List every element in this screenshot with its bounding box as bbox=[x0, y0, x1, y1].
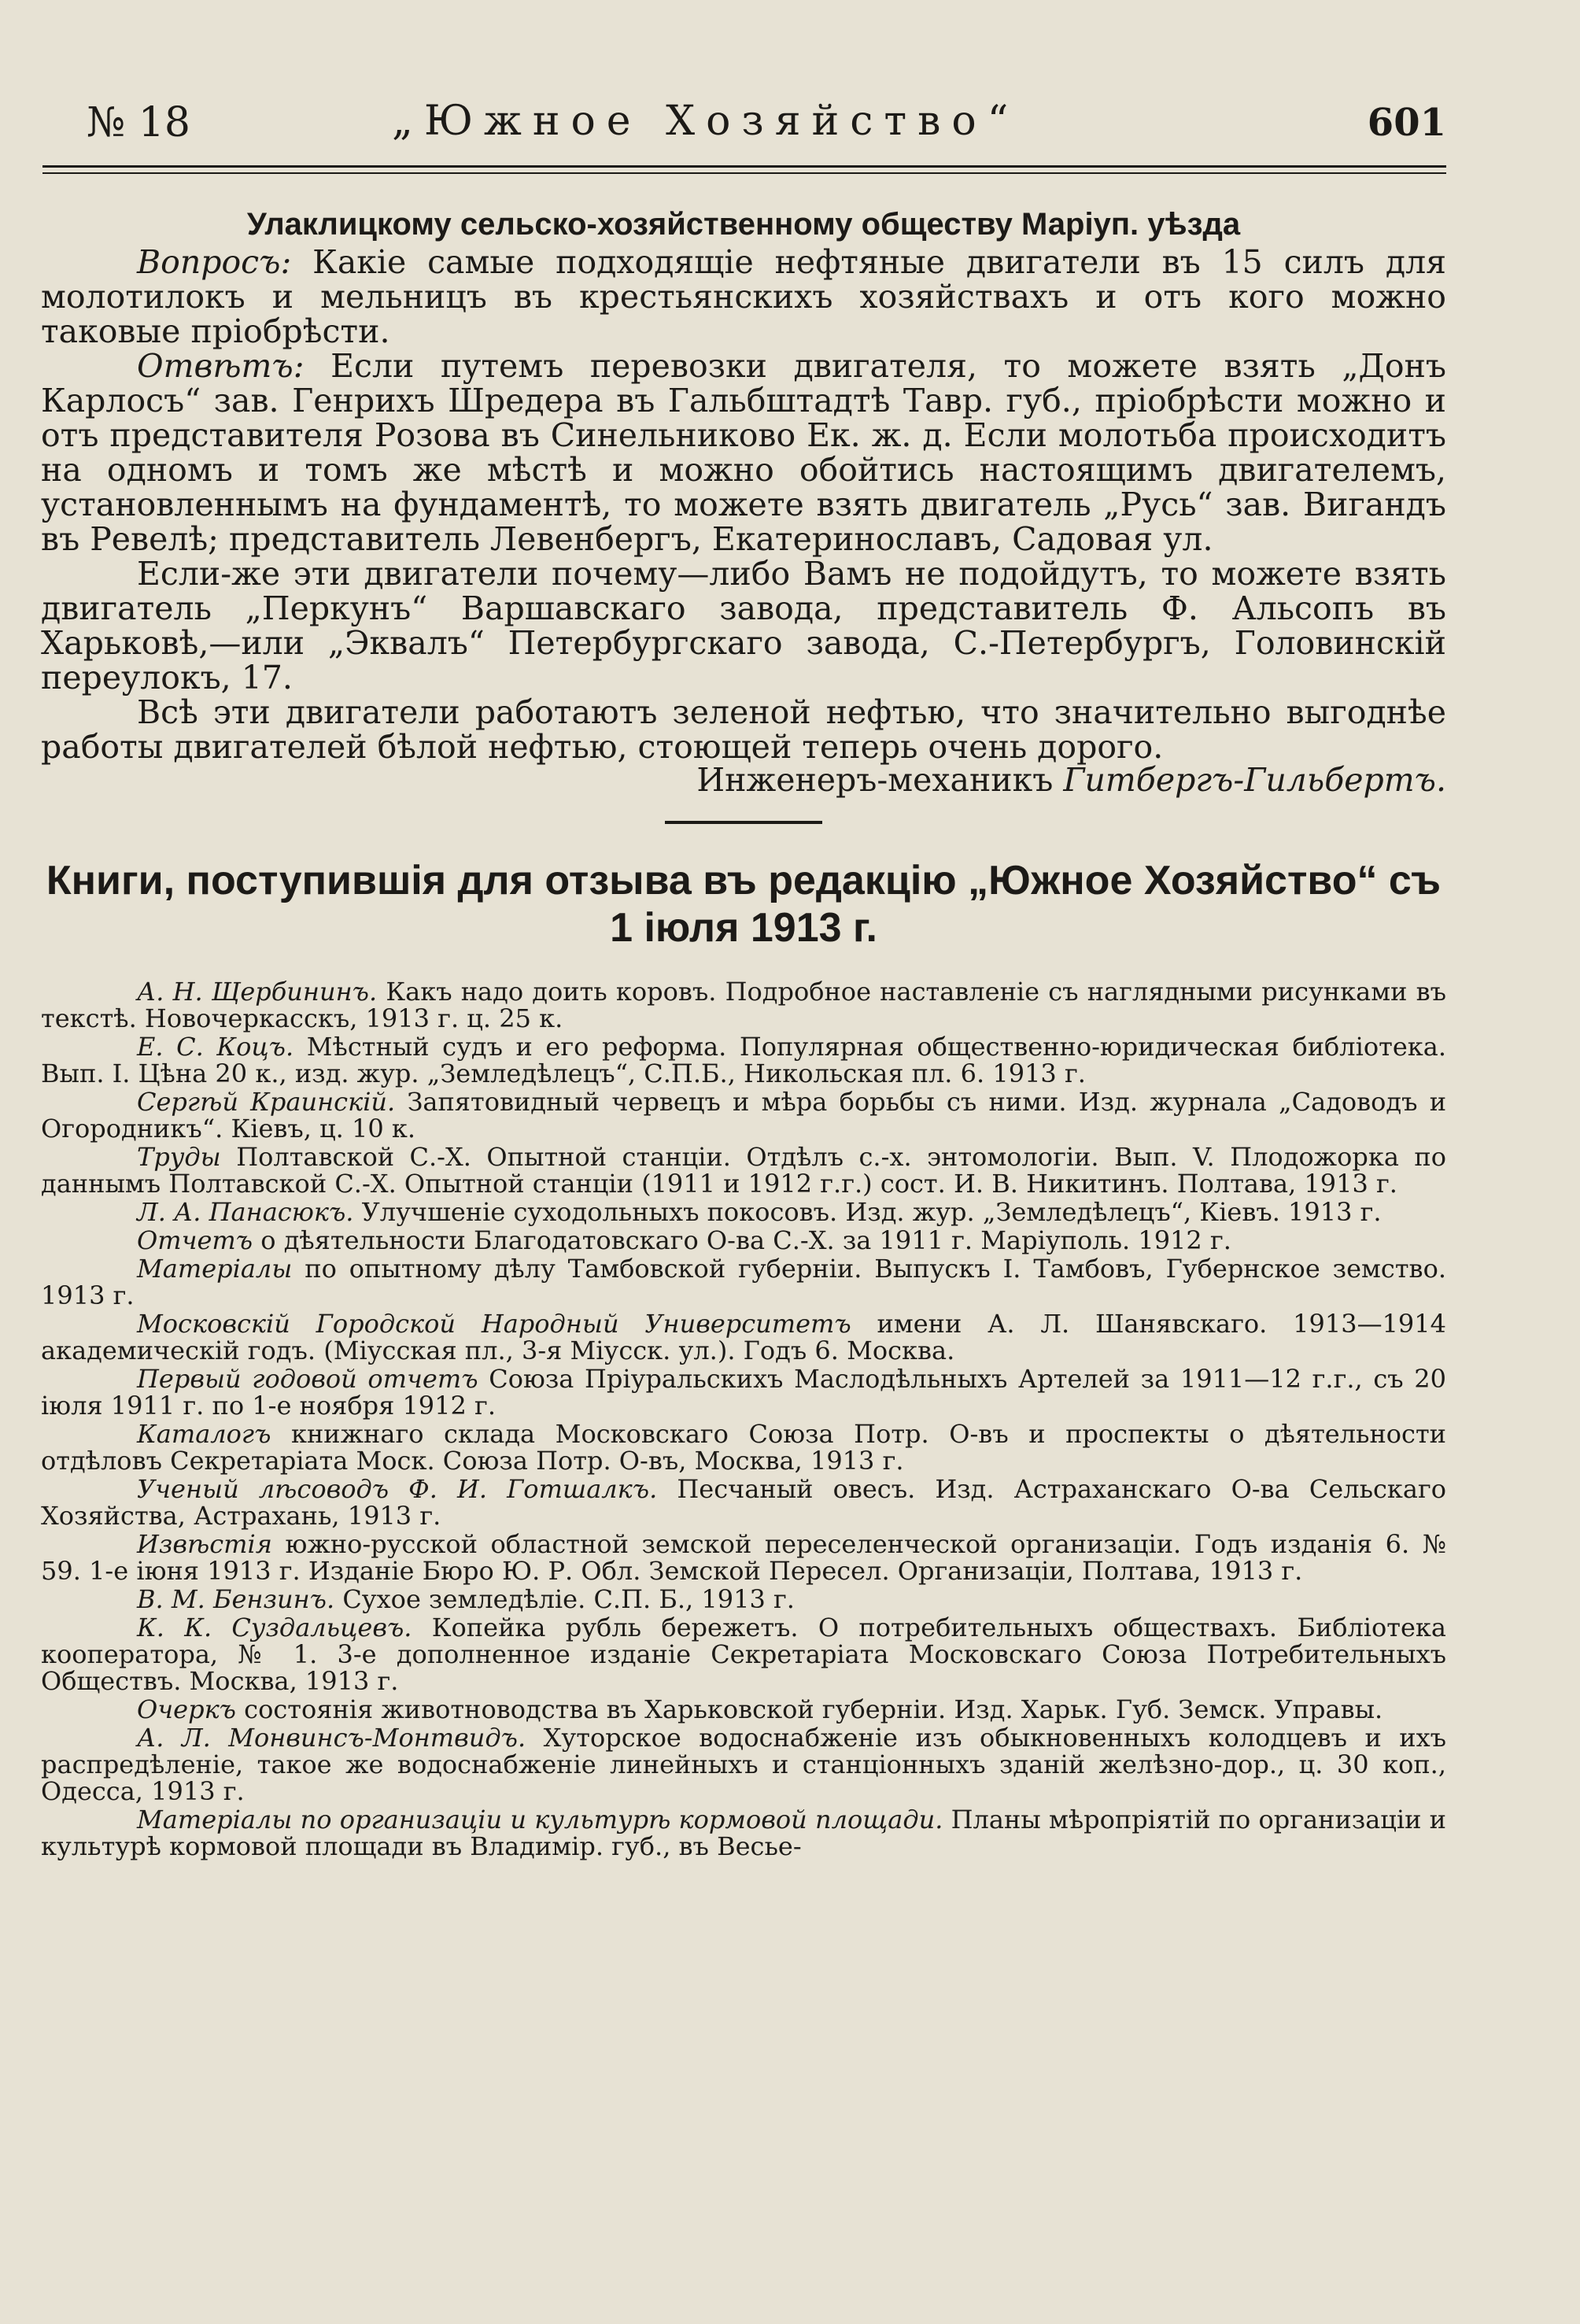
book-entry bbox=[41, 1365, 1446, 1419]
book-text: Песчаный овесъ. Изд. Астраханскаго О-ва Сельскаго Хозяйства, Астрахань, 1913 г. bbox=[41, 1474, 1447, 1531]
signature bbox=[41, 763, 1446, 797]
signature-name: Гитбергъ-Гильбертъ. bbox=[1063, 761, 1446, 799]
book-entry bbox=[41, 1806, 1446, 1860]
book-author: Отчетъ bbox=[137, 1225, 253, 1255]
book-author: Первый годовой отчетъ bbox=[137, 1364, 478, 1394]
book-entry bbox=[41, 1255, 1446, 1309]
book-author: Очеркъ bbox=[137, 1694, 236, 1724]
book-author: Московскій Городской Народный Университетъ bbox=[137, 1309, 851, 1339]
book-author: Ученый лѣсоводъ Ф. И. Готшалкъ. bbox=[137, 1474, 658, 1504]
book-text: Союза Пріуральскихъ Маслодѣльныхъ Артелей за 1911—12 г.г., съ 20 іюля 1911 г. по 1-е ноября 1912 г. bbox=[41, 1364, 1447, 1421]
book-text: о дѣятельности Благодатовскаго О-ва С.-Х. за 1911 г. Маріуполь. 1912 г. bbox=[260, 1225, 1231, 1255]
header-rule bbox=[42, 165, 1446, 168]
page-number: 601 bbox=[1367, 101, 1446, 145]
book-text: Сухое земледѣліе. С.П. Б., 1913 г. bbox=[342, 1584, 795, 1614]
book-author: Матеріалы по организаціи и культурѣ кормовой площади. bbox=[137, 1805, 943, 1834]
book-text: Запятовидный червецъ и мѣра борьбы съ ними. Изд. журнала „Садоводъ и Огородникъ“. Кіевъ, ц. 10 к. bbox=[41, 1087, 1447, 1144]
book-text: Хуторское водоснабженіе изъ обыкновенныхъ колодцевъ и ихъ распредѣленіе, такое же водоснабженіе линейныхъ и станціонныхъ зданій желѣзно-дор., ц. 30 коп., Одесса, 1913 г. bbox=[41, 1723, 1447, 1806]
page-header bbox=[41, 93, 1446, 159]
book-text: южно-русской областной земской переселенческой организаціи. Годъ изданія 6. № 59. 1-е іюня 1913 г. Изданіе Бюро Ю. Р. Обл. Земской Пересел. Организаціи, Полтава, 1913 г. bbox=[41, 1529, 1447, 1586]
book-author: Труды bbox=[137, 1142, 221, 1172]
book-author: Сергѣй Краинскій. bbox=[137, 1087, 396, 1117]
book-author: Л. А. Панасюкъ. bbox=[137, 1197, 354, 1227]
book-author: А. Н. Щербининъ. bbox=[137, 977, 378, 1007]
book-entry bbox=[41, 1476, 1446, 1529]
book-author: Матеріалы bbox=[137, 1254, 293, 1284]
section-divider bbox=[665, 821, 822, 824]
answer-paragraph-2: Если-же эти двигатели почему—либо Вамъ не подойдутъ, то можете взять двигатель „Перкунъ“ Варшавскаго завода, представитель Ф. Альсопъ въ Харьковѣ,—или „Эквалъ“ Петербургскаго завода, С.-Петербургъ, Головинскій переулокъ, 17. bbox=[41, 555, 1446, 696]
book-entry bbox=[41, 1088, 1446, 1142]
book-entry bbox=[41, 1421, 1446, 1474]
book-text: Планы мѣропріятій по организаціи и культурѣ кормовой площади въ Владимір. губ., въ Весье- bbox=[41, 1805, 1447, 1861]
book-text: имени А. Л. Шанявскаго. 1913—1914 академическій годъ. (Міусская пл., 3-я Міусск. ул.). Годъ 6. Москва. bbox=[41, 1309, 1446, 1365]
question-label: Вопросъ: bbox=[137, 243, 292, 281]
book-entry bbox=[41, 978, 1446, 1032]
book-author: Извѣстія bbox=[137, 1529, 272, 1559]
answer-paragraph-3: Всѣ эти двигатели работаютъ зеленой нефтью, что значительно выгоднѣе работы двигателей бѣлой нефтью, стоющей теперь очень дорого. bbox=[41, 693, 1446, 766]
book-entry bbox=[41, 1199, 1446, 1225]
book-entry bbox=[41, 1614, 1446, 1694]
book-entry bbox=[41, 1310, 1446, 1364]
book-text: по опытному дѣлу Тамбовской губерніи. Выпускъ I. Тамбовъ, Губернское земство. 1913 г. bbox=[41, 1254, 1447, 1310]
book-entry bbox=[41, 1144, 1446, 1197]
book-entry bbox=[41, 1227, 1446, 1254]
signature-role: Инженеръ-механикъ bbox=[696, 761, 1054, 799]
answer-paragraph bbox=[41, 349, 1446, 556]
question-text: Какіе самые подходящіе нефтяные двигатели въ 15 силъ для молотилокъ и мельницъ въ крестьянскихъ хозяйствахъ и отъ кого можно таковые пріобрѣсти. bbox=[41, 243, 1446, 350]
issue-number: № 18 bbox=[87, 99, 190, 146]
book-entry bbox=[41, 1696, 1446, 1723]
book-text: Улучшеніе суходольныхъ покосовъ. Изд. жур. „Земледѣлецъ“, Кіевъ. 1913 г. bbox=[361, 1197, 1382, 1227]
book-entry bbox=[41, 1531, 1446, 1584]
book-author: В. М. Бензинъ. bbox=[137, 1584, 335, 1614]
book-author: Каталогъ bbox=[137, 1419, 271, 1449]
header-rule-thin bbox=[42, 172, 1446, 174]
book-text: Мѣстный судъ и его реформа. Популярная общественно-юридическая библіотека. Вып. I. Цѣна 20 к., изд. жур. „Земледѣлецъ“, С.П.Б., Никольская пл. 6. 1913 г. bbox=[41, 1032, 1447, 1088]
answer-text: Если путемъ перевозки двигателя, то можете взять „Донъ Карлосъ“ зав. Генрихъ Шредера въ Гальбштадтѣ Тавр. губ., пріобрѣсти можно и отъ представителя Розова въ Синельниково Ек. ж. д. Если молотьба происходитъ на одномъ и томъ же мѣстѣ и можно обойтись настоящимъ двигателемъ, установленнымъ на фундаментѣ, то можете взять двигатель „Русь“ зав. Вигандъ въ Ревелѣ; представитель Левенбергъ, Екатеринославъ, Садовая ул. bbox=[41, 347, 1446, 558]
journal-title: „Южное Хозяйство“ bbox=[392, 98, 1020, 145]
question-paragraph bbox=[41, 245, 1446, 349]
books-list bbox=[41, 978, 1446, 1860]
book-text: книжнаго склада Московскаго Союза Потр. О-въ и проспекты о дѣятельности отдѣловъ Секретаріата Моск. Союза Потр. О-въ, Москва, 1913 г. bbox=[41, 1419, 1447, 1476]
book-text: состоянія животноводства въ Харьковской губерніи. Изд. Харьк. Губ. Земск. Управы. bbox=[244, 1694, 1383, 1724]
books-section-title: Книги, поступившія для отзыва въ редакцію „Южное Хозяйство“ съ 1 іюля 1913 г. bbox=[46, 858, 1442, 951]
book-entry bbox=[41, 1724, 1446, 1805]
book-text: Какъ надо доить коровъ. Подробное наставленіе съ наглядными рисунками въ текстѣ. Новочеркасскъ, 1913 г. ц. 25 к. bbox=[41, 977, 1447, 1033]
book-entry bbox=[41, 1033, 1446, 1087]
book-author: А. Л. Монвинсъ-Монтвидъ. bbox=[137, 1723, 526, 1753]
book-entry bbox=[41, 1586, 1446, 1613]
book-author: Е. С. Коцъ. bbox=[137, 1032, 294, 1062]
book-text: Копейка рубль бережетъ. О потребительныхъ обществахъ. Библіотека кооператора, № 1. 3-е дополненное изданіе Секретаріата Московскаго Союза Потребительныхъ Обществъ. Москва, 1913 г. bbox=[41, 1613, 1447, 1696]
answer-label: Отвѣтъ: bbox=[137, 347, 305, 385]
book-text: Полтавской С.-Х. Опытной станціи. Отдѣлъ с.-х. энтомологіи. Вып. V. Плодожорка по даннымъ Полтавской С.-Х. Опытной станціи (1911 и 1912 г.г.) сост. И. В. Никитинъ. Полтава, 1913 г. bbox=[41, 1142, 1447, 1199]
book-author: К. К. Суздальцевъ. bbox=[137, 1613, 412, 1642]
answer-title: Улаклицкому сельско-хозяйственному обществу Маріуп. уѣзда bbox=[246, 207, 1241, 242]
answer-section bbox=[41, 207, 1446, 797]
